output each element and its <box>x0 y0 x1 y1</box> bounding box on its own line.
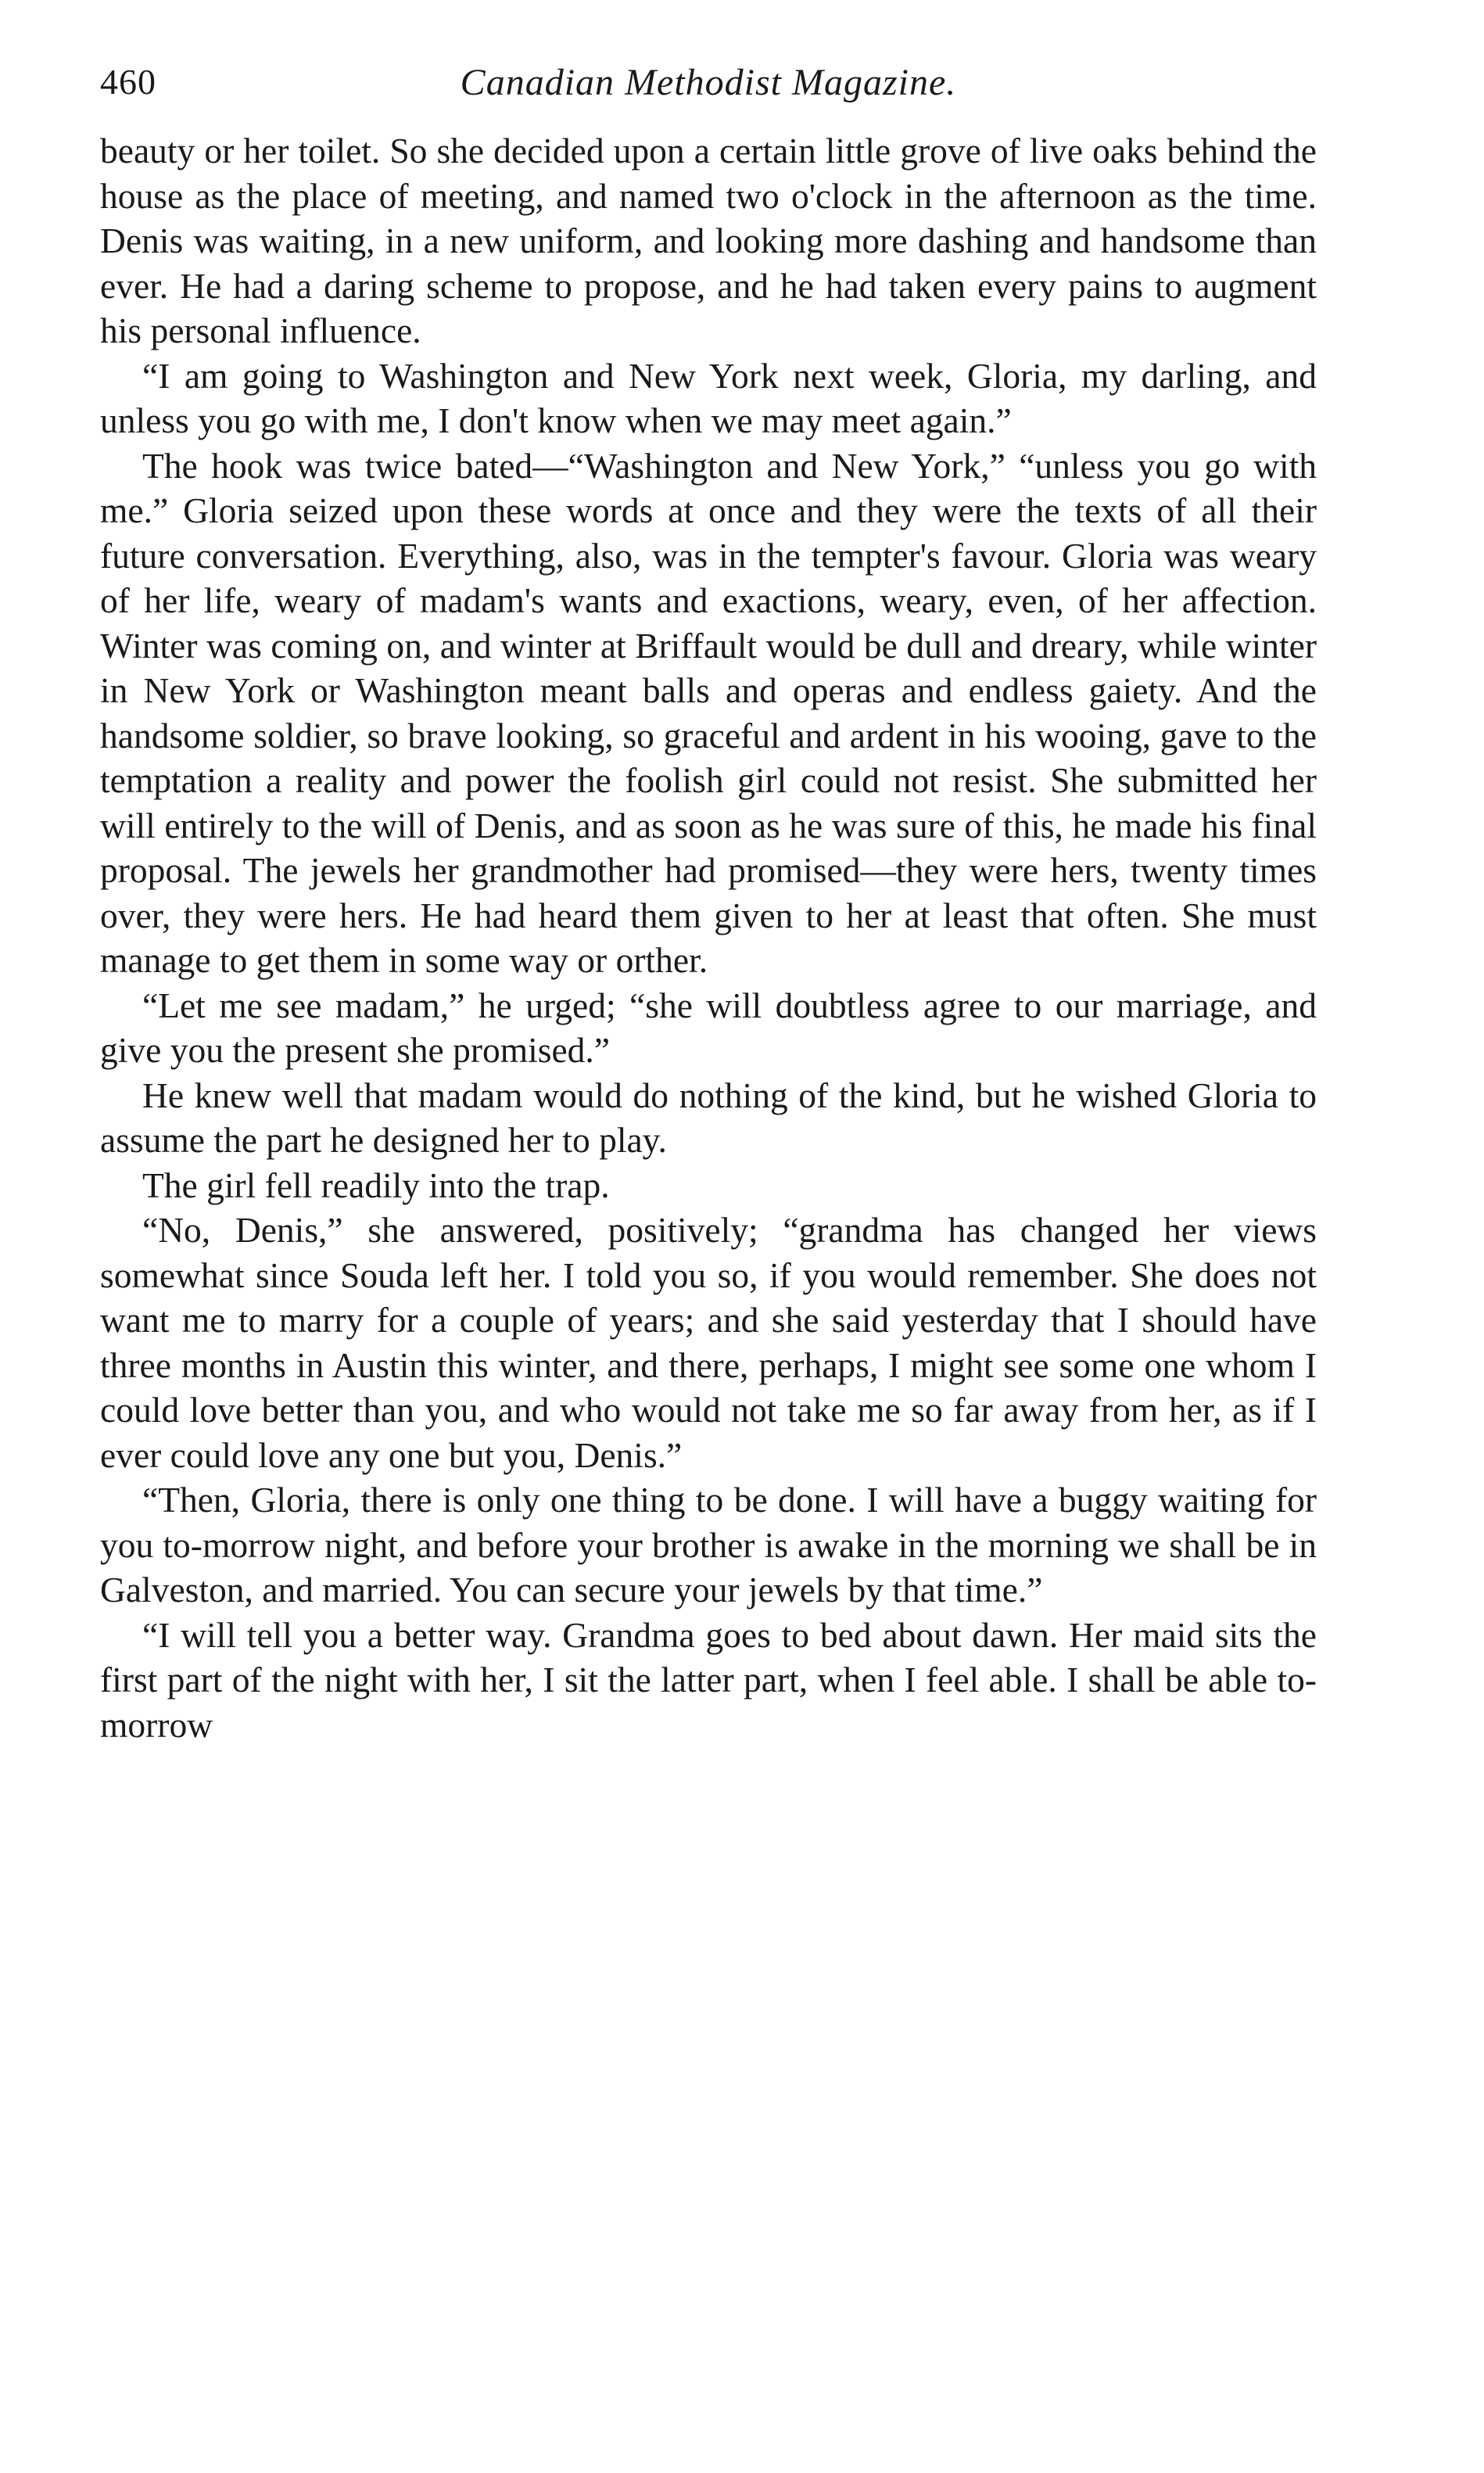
paragraph: “Then, Gloria, there is only one thing to be done. I will have a buggy waiting for you to-morrow night, and before your brother is awake in the morning we shall be in Galveston, and married. You can secure your jewels by that time.” <box>100 1480 1317 1610</box>
paragraph: “I am going to Washington and New York next week, Gloria, my darling, and unless you go with me, I don't know when we may meet again.” <box>100 355 1317 440</box>
body-text <box>100 128 1317 1747</box>
book-page <box>100 56 1317 1747</box>
paragraph: “Let me see madam,” he urged; “she will doubtless agree to our marriage, and give you the present she promised.” <box>100 985 1317 1070</box>
paragraph: “No, Denis,” she answered, positively; “grandma has changed her views somewhat since Souda left her. I told you so, if you would remember. She does not want me to marry for a couple of years; and she said yesterday that I should have three months in Austin this winter, and there, perhaps, I might see some one whom I could love better than you, and who would not take me so far away from her, as if I ever could love any one but you, Denis.” <box>100 1210 1317 1475</box>
paragraph: The girl fell readily into the trap. <box>142 1165 610 1205</box>
page-number: 460 <box>100 62 156 102</box>
paragraph: “I will tell you a better way. Grandma goes to bed about dawn. Her maid sits the first part of the night with her, I sit the latter part, when I feel able. I shall be able to-morrow <box>100 1614 1317 1745</box>
running-title: Canadian Methodist Magazine. <box>460 62 957 103</box>
paragraph: beauty or her toilet. So she decided upon a certain little grove of live oaks behind the house as the place of meeting, and named two o'clock in the afternoon as the time. Denis was waiting, in a new uniform, and looking more dashing and handsome than ever. He had a daring scheme to propose, and he had taken every pains to augment his personal influence. <box>100 131 1317 350</box>
page-header <box>100 56 1317 119</box>
paragraph: The hook was twice bated—“Washington and New York,” “unless you go with me.” Gloria seized upon these words at once and they were the texts of all their future conversation. Everything, also, was in the tempter's favour. Gloria was weary of her life, weary of madam's wants and exactions, weary, even, of her affection. Winter was coming on, and winter at Briffault would be dull and dreary, while winter in New York or Washington meant balls and operas and endless gaiety. And the handsome soldier, so brave looking, so graceful and ardent in his wooing, gave to the temptation a reality and power the foolish girl could not resist. She submitted her will entirely to the will of Denis, and as soon as he was sure of this, he made his final proposal. The jewels her grandmother had promised—they were hers, twenty times over, they were hers. He had heard them given to her at least that often. She must manage to get them in some way or orther. <box>100 445 1317 980</box>
paragraph: He knew well that madam would do nothing of the kind, but he wished Gloria to assume the part he designed her to play. <box>100 1075 1317 1160</box>
